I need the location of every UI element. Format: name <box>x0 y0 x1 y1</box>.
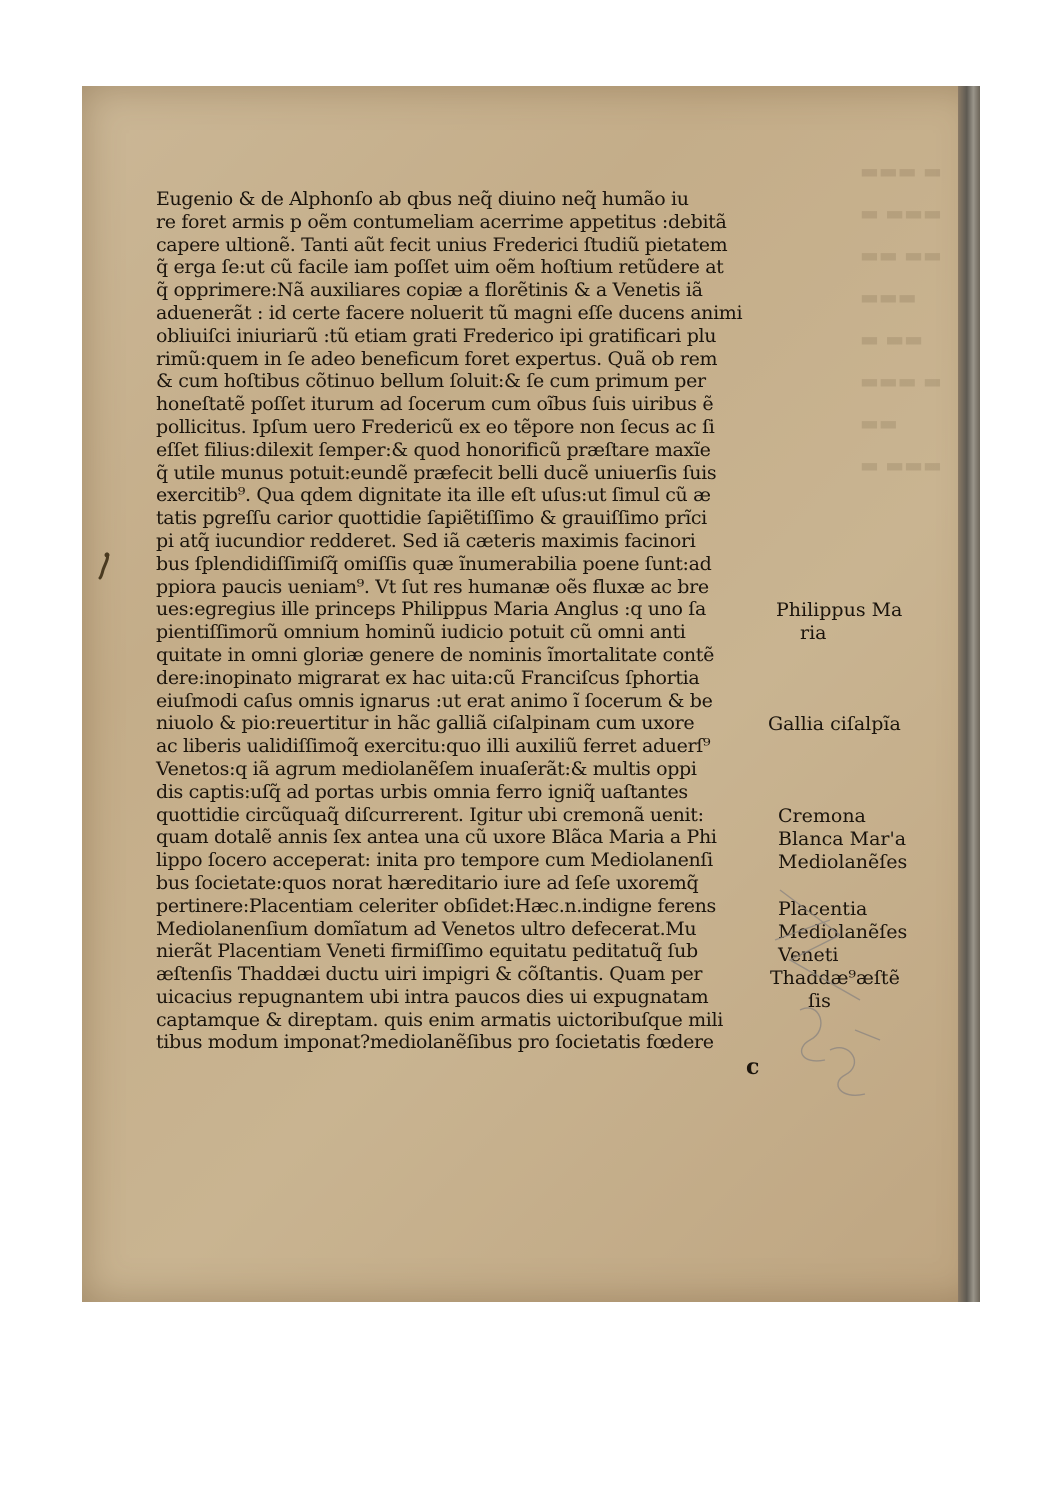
signature-mark: c <box>746 1054 760 1080</box>
text-line: pientiſſimorũ omnium hominũ iudicio potuit cũ omni anti <box>156 621 686 644</box>
text-line: niuolo & pio:reuertitur in hãc galliã ciſalpinam cum uxore <box>156 712 695 735</box>
text-line: eiuſmodi caſus omnis ignarus :ut erat animo ĩ ſocerum & be <box>156 689 713 712</box>
text-line: q̃ opprimere:Nã auxiliares copiæ a florẽtinis & a Venetis iã <box>156 279 703 302</box>
text-line: q̃ utile munus potuit:eundẽ præfecit belli ducẽ uniuerſis ſuis <box>156 461 717 484</box>
text-line: tatis pgreſſu carior quottidie ſapiẽtiſſimo & grauiſſimo prĩci <box>156 507 707 530</box>
margin-note: Mediolanẽſes <box>778 851 908 873</box>
text-line: dis captis:uſq̃ ad portas urbis omnia ferro igniq̃ uaſtantes <box>156 780 688 803</box>
text-line: & cum hoſtibus cõtinuo bellum ſoluit:& ſe cum primum per <box>156 370 706 393</box>
text-line: quam dotalẽ annis ſex antea una cũ uxore Blãca Maria a Phi <box>156 826 717 849</box>
margin-note: Veneti <box>778 944 839 966</box>
page-edge <box>958 86 980 1302</box>
text-line: q̃ erga ſe:ut cũ facile iam poſſet uim oẽm hoſtium retũdere at <box>156 256 724 279</box>
text-line: pollicitus. Ipſum uero Fredericũ ex eo tẽpore non ſecus ac ſi <box>156 415 715 438</box>
text-line: nierãt Placentiam Veneti firmiſſimo equitatu peditatuq̃ ſub <box>156 940 698 963</box>
text-line: capere ultionẽ. Tanti aũt fecit unius Frederici ſtudiũ pietatem <box>156 233 728 256</box>
text-line: pi atq̃ iucundior redderet. Sed iã cæteris maximis facinori <box>156 529 696 552</box>
body-text <box>156 188 768 1054</box>
margin-note: Mediolanẽſes <box>778 921 908 943</box>
library-stamp-icon <box>770 880 890 1110</box>
margin-note: Blanca Mar'a <box>778 828 907 850</box>
text-line: Venetos:q iã agrum mediolanẽſem inuaſerãt:& multis oppi <box>156 757 697 780</box>
margin-note: Gallia ciſalpĩa <box>768 713 901 735</box>
text-line: rimũ:quem in ſe adeo beneficum foret expertus. Quã ob rem <box>156 347 718 370</box>
text-line: obliuiſci iniuriarũ :tũ etiam grati Frederico ipi gratificari plu <box>156 324 717 347</box>
text-line: dere:inopinato migrarat ex hac uita:cũ Franciſcus ſphortia <box>156 666 700 689</box>
text-line: exercitib⁹. Qua qdem dignitate ita ille eſt uſus:ut ſimul cũ æ <box>156 484 711 507</box>
margin-note: Thaddæ⁹æſtẽ <box>770 967 900 989</box>
text-line: ues:egregius ille princeps Philippus Maria Anglus :q uno ſa <box>156 598 706 621</box>
ink-stain-icon <box>98 552 112 580</box>
text-line: ac liberis ualidiſſimoq̃ exercitu:quo illi auxiliũ ferret aduerſ⁹ <box>156 735 711 758</box>
text-line: quottidie circũquaq̃ diſcurrerent. Igitur ubi cremonã uenit: <box>156 803 704 826</box>
text-line: bus ſocietate:quos norat hæreditario iure ad ſeſe uxoremq̃ <box>156 871 699 894</box>
text-line: honeſtatẽ poſſet iturum ad ſocerum cum oĩbus ſuis uiribus ẽ <box>156 393 714 416</box>
text-line: Mediolanenſium domĩatum ad Venetos ultro defecerat.Mu <box>156 917 697 940</box>
text-line: aduenerãt : id certe facere noluerit tũ magni eſſe ducens animi <box>156 301 743 324</box>
margin-note: Philippus Ma <box>776 599 903 621</box>
text-line: re foret armis p oẽm contumeliam acerrime appetitus :debitã <box>156 210 727 233</box>
show-through: ▬▬▬ ▬ ▬ ▬▬▬ ▬▬ ▬▬ ▬▬▬ ▬ ▬▬ ▬▬▬ ▬ ▬▬ ▬ ▬▬▬ <box>860 159 942 477</box>
text-line: Eugenio & de Alphonſo ab qbus neq̃ diuino neq̃ humão iu <box>156 188 689 210</box>
margin-note: Cremona <box>778 805 866 827</box>
text-line: quitate in omni gloriæ genere de nominis ĩmortalitate contẽ <box>156 643 714 666</box>
text-line: tibus modum imponat?mediolanẽſibus pro ſocietatis fœdere <box>156 1031 714 1054</box>
text-line: captamque & direptam. quis enim armatis uictoribuſque mili <box>156 1008 723 1031</box>
text-line: eſſet filius:dilexit ſemper:& quod honorificũ præſtare maxĩe <box>156 438 711 461</box>
text-line: pertinere:Placentiam celeriter obſidet:Hæc.n.indigne ferens <box>156 894 716 917</box>
text-line: uicacius repugnantem ubi intra paucos dies ui expugnatam <box>156 985 709 1008</box>
text-line: bus ſplendidiſſimiſq̃ omiſſis quæ ĩnumerabilia poene ſunt:ad <box>156 552 712 575</box>
margin-note: ſis <box>808 990 831 1012</box>
text-line: lippo ſocero acceperat: inita pro tempore cum Mediolanenſi <box>156 849 713 872</box>
text-line: æſtenſis Thaddæi ductu uiri impigri & cõſtantis. Quam per <box>156 963 703 986</box>
margin-note: Placentia <box>778 898 868 920</box>
margin-note: ria <box>800 622 827 644</box>
text-line: ppiora paucis ueniam⁹. Vt ſut res humanæ oẽs fluxæ ac bre <box>156 575 709 598</box>
